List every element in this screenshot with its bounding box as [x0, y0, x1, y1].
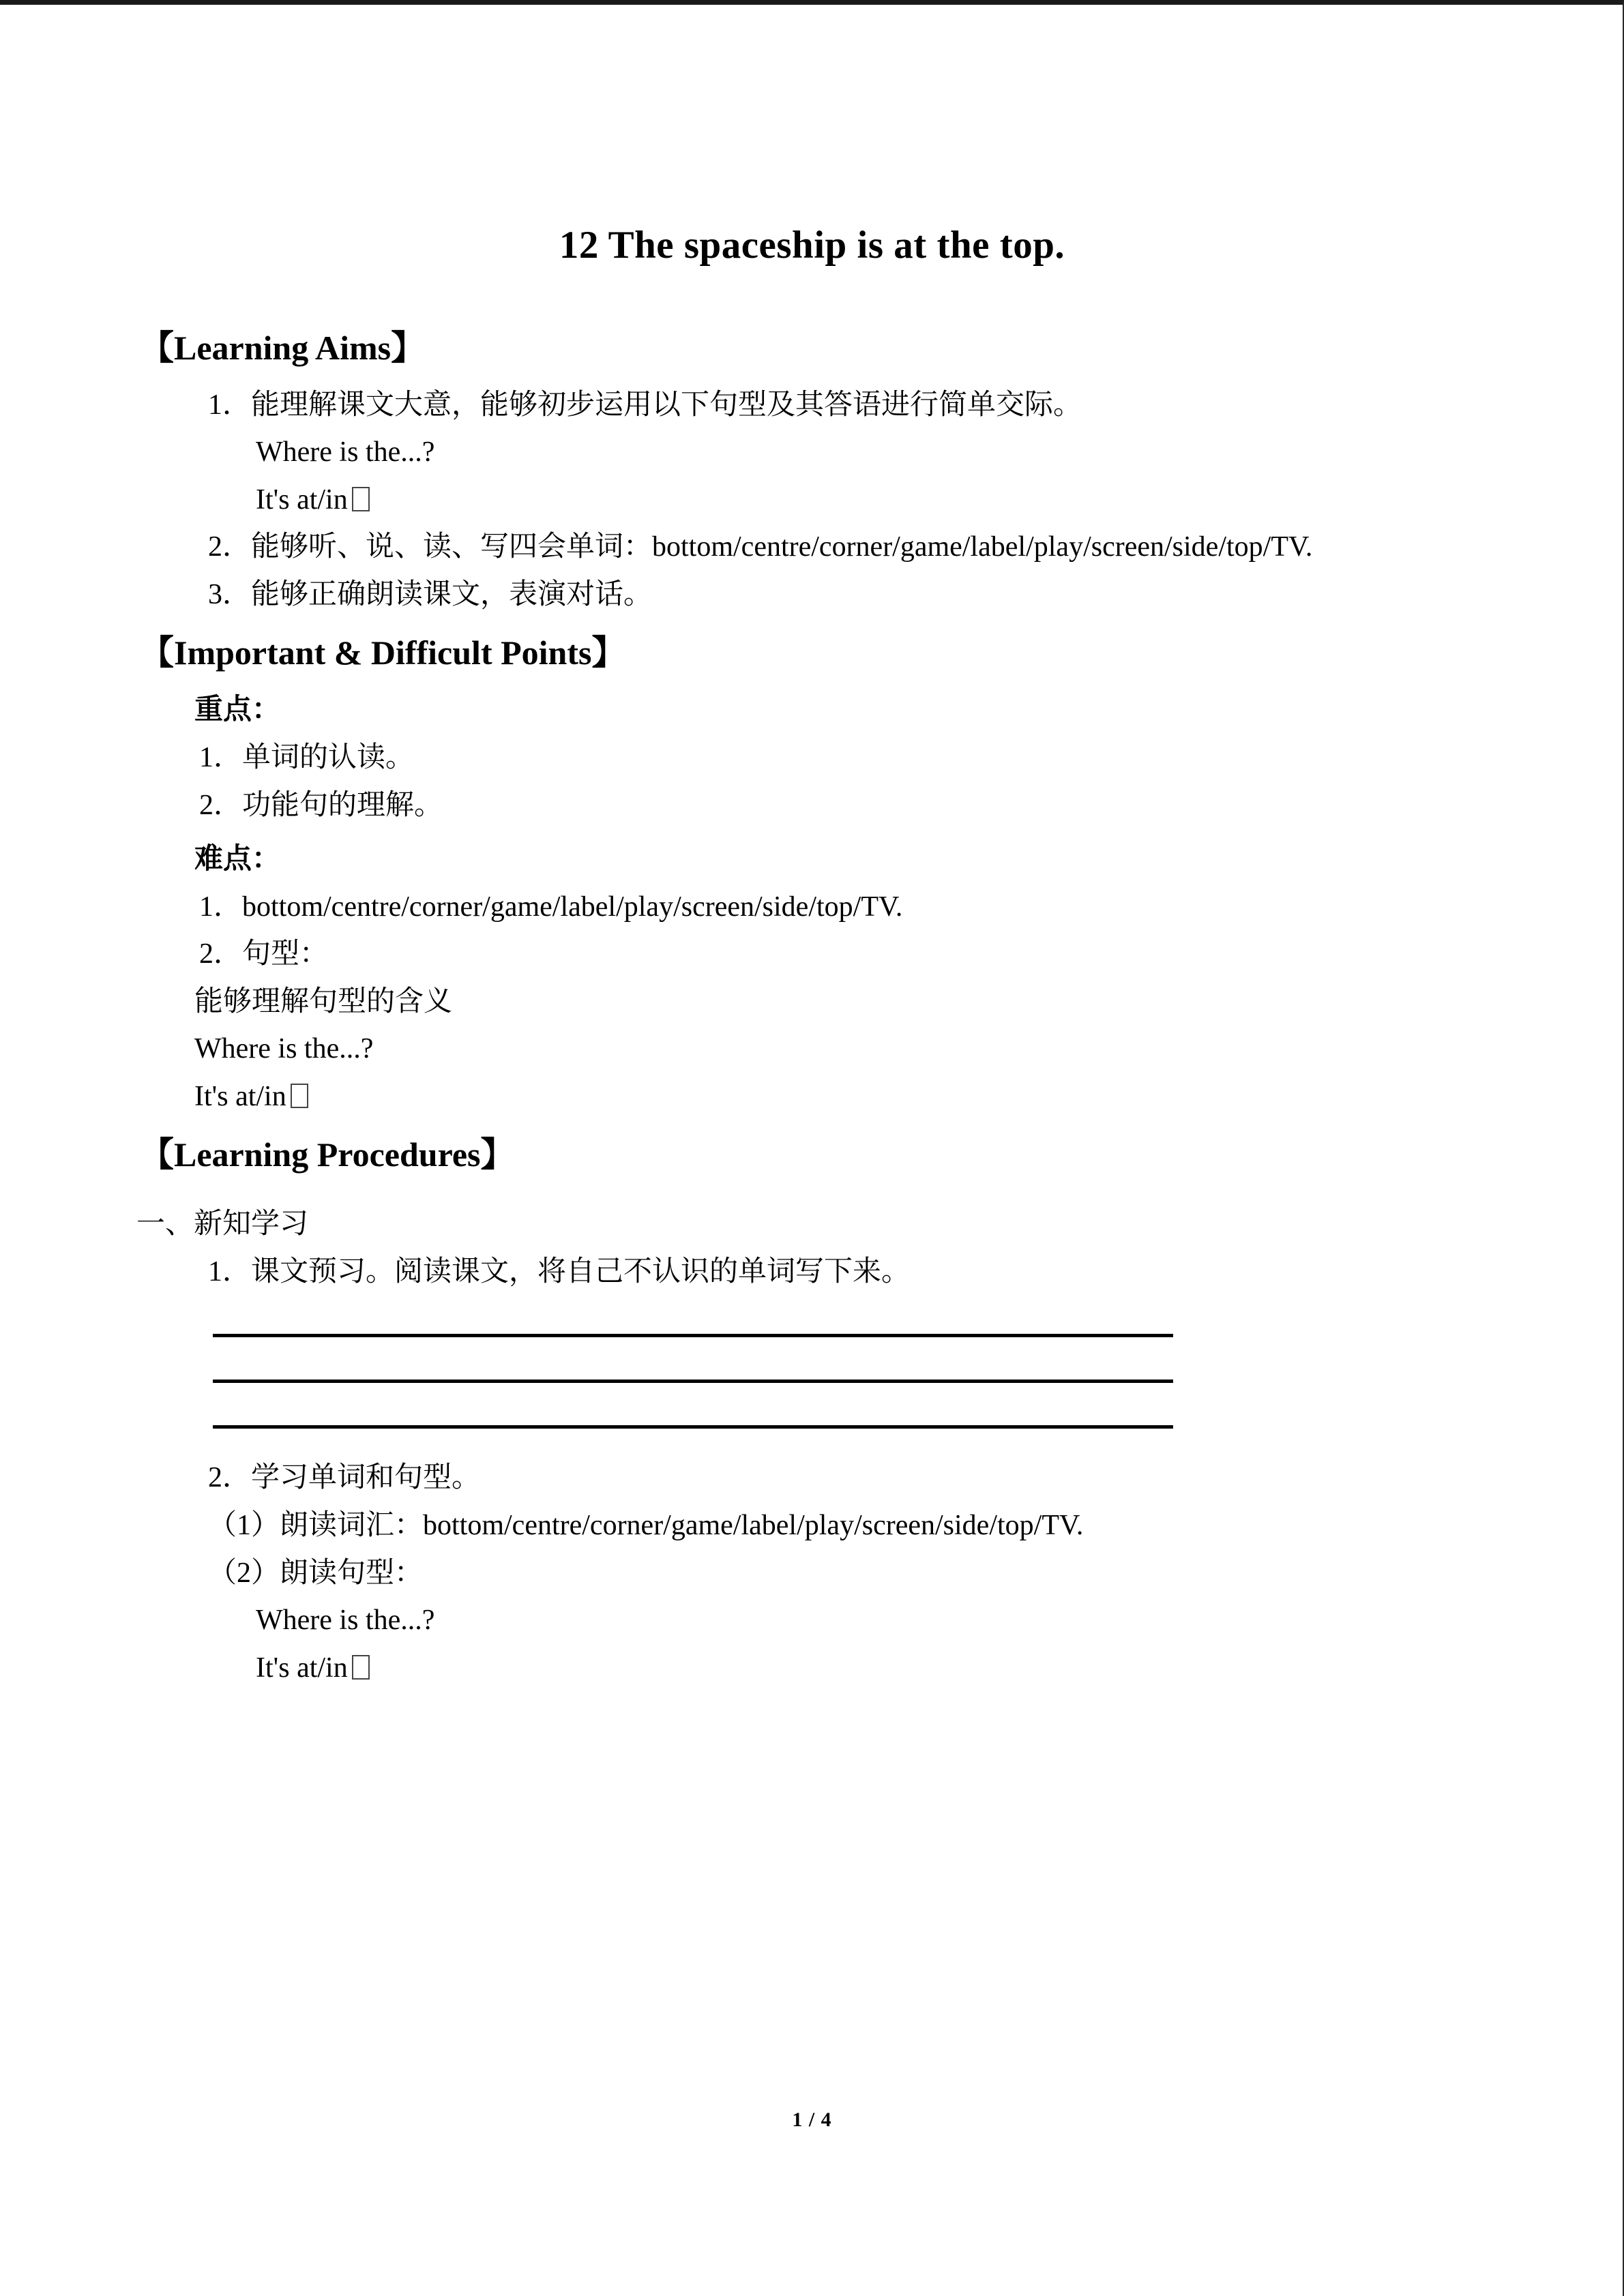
procedures-part-one: 一、新知学习 — [136, 1208, 309, 1240]
spacer — [0, 822, 1624, 843]
difficult-points-detail-meaning: 能够理解句型的含义 — [194, 985, 453, 1017]
spacer — [0, 1242, 1624, 1255]
key-points-item-1: 1．单词的认读。 — [199, 741, 415, 773]
spacer — [0, 1175, 1624, 1208]
spacer — [0, 368, 1624, 389]
difficult-points-pattern-answer — [0, 1080, 1624, 1114]
spacer — [0, 972, 1624, 985]
difficult-points-item-1: 1．bottom/centre/corner/game/label/play/screen/side/top/TV. — [199, 891, 903, 923]
learning-aims-pattern-question: Where is the...? — [256, 436, 435, 468]
missing-glyph-box-icon — [352, 1655, 370, 1680]
answer-blank-lines — [0, 1334, 1624, 1429]
spacer — [0, 1495, 1624, 1509]
learning-aims-pattern-answer — [0, 483, 1624, 518]
section-heading-important-difficult-points: 【Important & Difficult Points】 — [140, 633, 626, 672]
key-points-label: 重点： — [194, 694, 281, 726]
key-points-item-2: 2．功能句的理解。 — [199, 789, 443, 821]
missing-glyph-box-icon — [291, 1084, 308, 1108]
spacer — [0, 924, 1624, 938]
procedures-pattern-answer — [0, 1652, 1624, 1686]
spacer — [0, 565, 1624, 578]
learning-aims-item-2: 2．能够听、说、读、写四会单词：bottom/centre/corner/game/label/play/screen/side/top/TV. — [208, 531, 1313, 563]
learning-aims-item-3: 3．能够正确朗读课文，表演对话。 — [208, 578, 653, 610]
section-heading-learning-aims: 【Learning Aims】 — [140, 328, 426, 367]
spacer — [0, 1114, 1624, 1134]
difficult-points-label: 难点： — [194, 844, 281, 876]
page-footer: 1 / 4 — [792, 2108, 832, 2131]
spacer — [213, 1337, 1624, 1380]
spacer — [0, 267, 1624, 327]
spacer — [0, 422, 1624, 436]
spacer — [0, 1429, 1624, 1461]
procedures-step-2-sub-2: （2）朗读句型： — [208, 1557, 424, 1589]
spacer — [0, 1289, 1624, 1334]
procedures-pattern-question: Where is the...? — [256, 1605, 435, 1637]
spacer — [0, 728, 1624, 741]
page-title: 12 The spaceship is at the top. — [559, 224, 1065, 267]
spacer — [0, 612, 1624, 632]
procedures-step-2: 2．学习单词和句型。 — [208, 1462, 481, 1494]
difficult-points-pattern-question: Where is the...? — [194, 1033, 374, 1065]
spacer — [0, 470, 1624, 483]
spacer — [0, 673, 1624, 694]
section-heading-learning-procedures: 【Learning Procedures】 — [140, 1135, 515, 1174]
difficult-points-pattern-answer-text: It's at/in — [194, 1080, 286, 1112]
difficult-points-item-2: 2．句型： — [199, 938, 329, 970]
missing-glyph-box-icon — [352, 487, 370, 511]
spacer — [0, 877, 1624, 891]
procedures-step-1: 1．课文预习。阅读课文，将自己不认识的单词写下来。 — [208, 1255, 911, 1287]
spacer — [0, 1543, 1624, 1557]
spacer — [0, 517, 1624, 531]
procedures-step-2-sub-1: （1）朗读词汇：bottom/centre/corner/game/label/play/screen/side/top/TV. — [208, 1509, 1084, 1541]
procedures-pattern-answer-text: It's at/in — [256, 1652, 348, 1684]
learning-aims-item-1: 1．能理解课文大意，能够初步运用以下句型及其答语进行简单交际。 — [208, 389, 1082, 421]
spacer — [0, 1019, 1624, 1032]
page-content — [0, 5, 1624, 1685]
spacer — [0, 1067, 1624, 1080]
spacer — [0, 1590, 1624, 1604]
spacer — [0, 1638, 1624, 1652]
learning-aims-pattern-answer-text: It's at/in — [256, 483, 348, 516]
spacer — [0, 775, 1624, 789]
spacer — [213, 1383, 1624, 1425]
